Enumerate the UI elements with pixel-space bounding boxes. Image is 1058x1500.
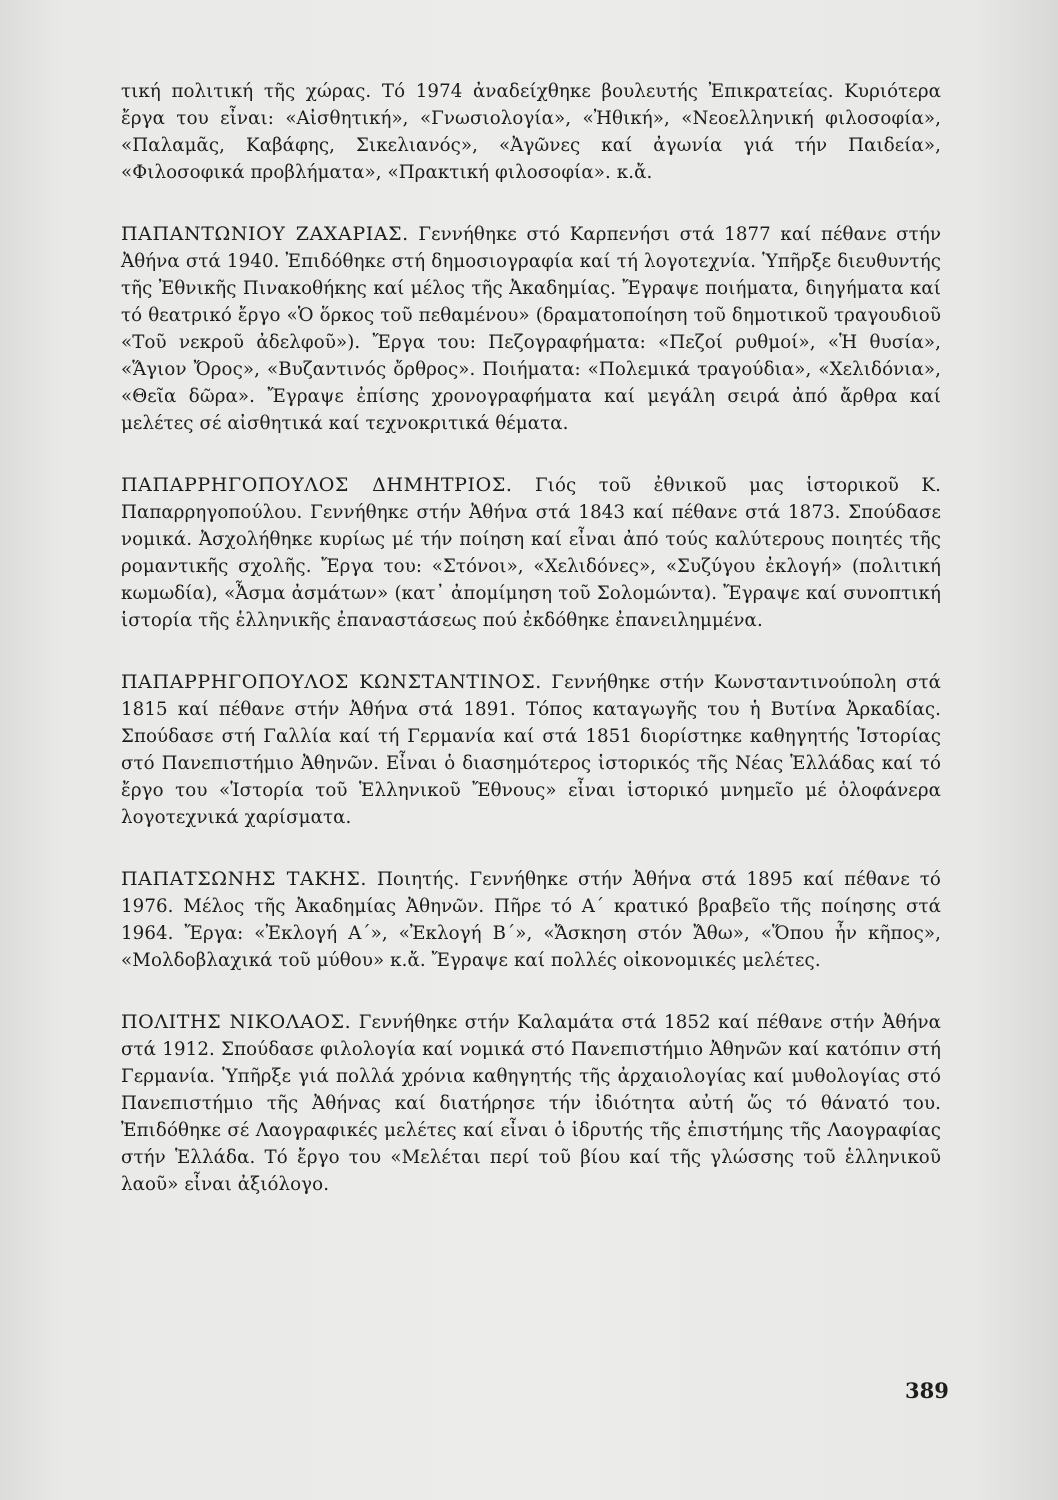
entry-name: ΠΑΠΑΡΡΗΓΟΠΟΥΛΟΣ ΔΗΜΗΤΡΙΟΣ. <box>121 474 513 496</box>
entry-text: Γεννήθηκε στήν Καλαμάτα στά 1852 καί πέθανε στήν Ἀθήνα στά 1912. Σπούδασε φιλολογία καί νομικά στό Πανεπιστήμιο Ἀθηνῶν καί κατόπιν στή Γερμανία. Ὑπῆρξε γιά πολλά χρόνια καθηγητής τῆς ἀρχαιολογίας καί μυθολογίας στό Πανεπιστήμιο τῆς Ἀθήνας καί διατήρησε τήν ἰδιότητα αὐτή ὥς τό θάνατό του. Ἐπιδόθηκε σέ Λαογραφικές μελέτες καί εἶναι ὁ ἱδρυτής τῆς ἐπιστήμης τῆς Λαογραφίας στήν Ἑλλάδα. Τό ἔργο του «Μελέται περί τοῦ βίου καί τῆς γλώσσης τοῦ ἑλληνικοῦ λαοῦ» εἶναι ἀξιόλογο. <box>121 1012 941 1195</box>
entry-politis <box>121 1009 941 1198</box>
text-body <box>121 78 941 1198</box>
intro-paragraph: τική πολιτική τῆς χώρας. Τό 1974 ἀναδείχθηκε βουλευτής Ἐπικρατείας. Κυριότερα ἔργα του εἶναι: «Αἰσθητική», «Γνωσιολογία», «Ἠθική», «Νεοελληνική φιλοσοφία», «Παλαμᾶς, Καβάφης, Σικελιανός», «Ἀγῶνες καί ἀγωνία γιά τήν Παιδεία», «Φιλοσοφικά προβλήματα», «Πρακτική φιλοσοφία». κ.ἄ. <box>121 81 941 183</box>
entry-text: Γιός τοῦ ἐθνικοῦ μας ἱστορικοῦ Κ. Παπαρρηγοπούλου. Γεννήθηκε στήν Ἀθήνα στά 1843 καί πέθανε στά 1873. Σπούδασε νομικά. Ἀσχολήθηκε κυρίως μέ τήν ποίηση καί εἶναι ἀπό τούς καλύτερους ποιητές τῆς ρομαντικῆς σχολῆς. Ἔργα του: «Στόνοι», «Χελιδόνες», «Συζύγου ἐκλογή» (πολιτική κωμωδία), «Ἆσμα ἀσμάτων» (κατ᾽ ἀπομίμηση τοῦ Σολομώντα). Ἔγραψε καί συνοπτική ἱστορία τῆς ἑλληνικῆς ἐπαναστάσεως πού ἐκδόθηκε ἐπανειλημμένα. <box>121 475 941 631</box>
entry-paparrigopoulos-konstantinos <box>121 669 941 831</box>
entry-papantoniou <box>121 221 941 437</box>
page-number: 389 <box>905 1378 949 1403</box>
entry-name: ΠΑΠΑΝΤΩΝΙΟΥ ΖΑΧΑΡΙΑΣ. <box>121 223 409 245</box>
entry-name: ΠΑΠΑΡΡΗΓΟΠΟΥΛΟΣ ΚΩΝΣΤΑΝΤΙΝΟΣ. <box>121 671 542 693</box>
entry-paparrigopoulos-dimitrios <box>121 472 941 634</box>
entry-papatsonis <box>121 866 941 974</box>
entry-name: ΠΑΠΑΤΣΩΝΗΣ ΤΑΚΗΣ. <box>121 868 367 890</box>
entry-name: ΠΟΛΙΤΗΣ ΝΙΚΟΛΑΟΣ. <box>121 1011 352 1033</box>
entry-text: Ποιητής. Γεννήθηκε στήν Ἀθήνα στά 1895 καί πέθανε τό 1976. Μέλος τῆς Ἀκαδημίας Ἀθηνῶν. Πῆρε τό Α΄ κρατικό βραβεῖο τῆς ποίησης στά 1964. Ἔργα: «Ἐκλογή Α΄», «Ἐκλογή Β΄», «Ἄσκηση στόν Ἄθω», «Ὅπου ἦν κῆπος», «Μολδοβλαχικά τοῦ μύθου» κ.ἄ. Ἔγραψε καί πολλές οἰκονομικές μελέτες. <box>121 869 941 971</box>
entry-text: Γεννήθηκε στήν Κωνσταντινούπολη στά 1815 καί πέθανε στήν Ἀθήνα στά 1891. Τόπος καταγωγῆς του ἡ Βυτίνα Ἀρκαδίας. Σπούδασε στή Γαλλία καί τή Γερμανία καί στά 1851 διορίστηκε καθηγητής Ἱστορίας στό Πανεπιστήμιο Ἀθηνῶν. Εἶναι ὁ διασημότερος ἱστορικός τῆς Νέας Ἑλλάδας καί τό ἔργο του «Ἱστορία τοῦ Ἑλληνικοῦ Ἔθνους» εἶναι ἱστορικό μνημεῖο μέ ὁλοφάνερα λογοτεχνικά χαρίσματα. <box>121 672 941 828</box>
entry-text: Γεννήθηκε στό Καρπενήσι στά 1877 καί πέθανε στήν Ἀθήνα στά 1940. Ἐπιδόθηκε στή δημοσιογραφία καί τή λογοτεχνία. Ὑπῆρξε διευθυντής τῆς Ἐθνικῆς Πινακοθήκης καί μέλος τῆς Ἀκαδημίας. Ἔγραψε ποιήματα, διηγήματα καί τό θεατρικό ἔργο «Ὁ ὅρκος τοῦ πεθαμένου» (δραματοποίηση τοῦ δημοτικοῦ τραγουδιοῦ «Τοῦ νεκροῦ ἀδελφοῦ»). Ἔργα του: Πεζογραφήματα: «Πεζοί ρυθμοί», «Ἡ θυσία», «Ἅγιον Ὄρος», «Βυζαντινός ὄρθρος». Ποιήματα: «Πολεμικά τραγούδια», «Χελιδόνια», «Θεῖα δῶρα». Ἔγραψε ἐπίσης χρονογραφήματα καί μεγάλη σειρά ἀπό ἄρθρα καί μελέτες σέ αἰσθητικά καί τεχνοκριτικά θέματα. <box>121 224 941 434</box>
